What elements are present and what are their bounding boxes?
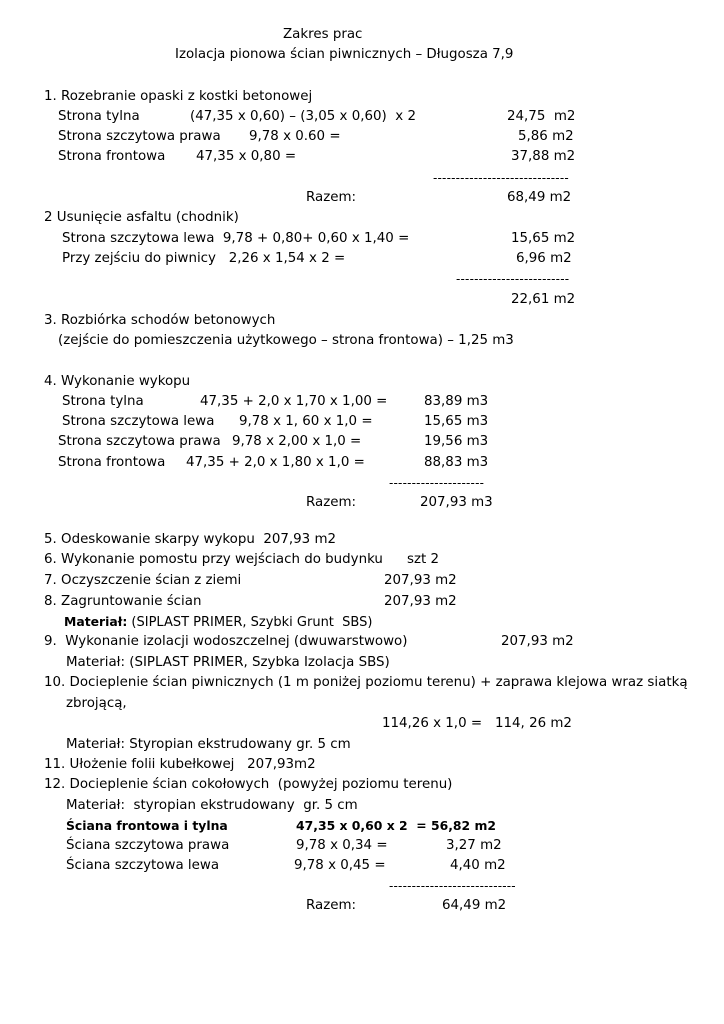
section-9: 9. Wykonanie izolacji wodoszczelnej (dwuwarstwowo) bbox=[44, 634, 408, 649]
s1-total-label: Razem: bbox=[306, 190, 357, 205]
s2-row2: Przy zejściu do piwnicy 2,26 x 1,54 x 2 = bbox=[62, 251, 346, 266]
s4-row4-label: Strona frontowa bbox=[58, 455, 166, 470]
s4-row4-value: 88,83 m3 bbox=[424, 455, 489, 470]
section-12-material: Materiał: styropian ekstrudowany gr. 5 cm bbox=[66, 798, 358, 813]
s12-row2-label: Ściana szczytowa prawa bbox=[66, 838, 230, 853]
section-7: 7. Oczyszczenie ścian z ziemi bbox=[44, 573, 242, 588]
s12-row2-value: 3,27 m2 bbox=[446, 838, 502, 853]
s12-total-value: 64,49 m2 bbox=[442, 898, 507, 913]
s3-detail: (zejście do pomieszczenia użytkowego – strona frontowa) – 1,25 m3 bbox=[58, 333, 514, 348]
section-8-material bbox=[64, 614, 372, 631]
section-9-value: 207,93 m2 bbox=[501, 634, 574, 649]
s4-total-value: 207,93 m3 bbox=[420, 495, 493, 510]
s1-row2-value: 5,86 m2 bbox=[518, 129, 574, 144]
s1-row3-label: Strona frontowa bbox=[58, 149, 166, 164]
section-6: 6. Wykonanie pomostu przy wejściach do budynku bbox=[44, 552, 383, 567]
s4-row4-calc: 47,35 + 2,0 x 1,80 x 1,0 = bbox=[186, 455, 365, 470]
section-9-material: Materiał: (SIPLAST PRIMER, Szybka Izolacja SBS) bbox=[66, 655, 390, 670]
s12-row1-calc: 47,35 x 0,60 x 2 = 56,82 m2 bbox=[296, 818, 496, 833]
section-7-value: 207,93 m2 bbox=[384, 573, 457, 588]
s1-row1-value: 24,75 m2 bbox=[507, 109, 576, 124]
section-6-value: szt 2 bbox=[407, 552, 440, 567]
section-3-heading: 3. Rozbiórka schodów betonowych bbox=[44, 313, 276, 328]
section-8: 8. Zagruntowanie ścian bbox=[44, 594, 202, 609]
s1-row1-label: Strona tylna bbox=[58, 109, 140, 124]
section-12-heading: 12. Docieplenie ścian cokołowych (powyżej poziomu terenu) bbox=[44, 777, 453, 792]
section-8-value: 207,93 m2 bbox=[384, 594, 457, 609]
s4-row1-label: Strona tylna bbox=[62, 394, 144, 409]
s4-divider: --------------------- bbox=[389, 476, 485, 490]
section-10-line2: zbrojącą, bbox=[66, 696, 127, 711]
section-10-line1: 10. Docieplenie ścian piwnicznych (1 m poniżej poziomu terenu) + zaprawa klejowa wraz siatką bbox=[44, 675, 688, 690]
s12-row3-calc: 9,78 x 0,45 = bbox=[294, 858, 386, 873]
s1-row3-value: 37,88 m2 bbox=[511, 149, 576, 164]
section-5: 5. Odeskowanie skarpy wykopu 207,93 m2 bbox=[44, 532, 337, 547]
s2-total-value: 22,61 m2 bbox=[511, 292, 576, 307]
s2-divider: ------------------------- bbox=[456, 272, 570, 286]
section-8-material-text: (SIPLAST PRIMER, Szybki Grunt SBS) bbox=[127, 615, 373, 630]
s4-row3-calc: 9,78 x 2,00 x 1,0 = bbox=[232, 434, 362, 449]
s1-row2-calc: 9,78 x 0.60 = bbox=[249, 129, 341, 144]
section-11: 11. Ułożenie folii kubełkowej 207,93m2 bbox=[44, 757, 316, 772]
s12-row3-label: Ściana szczytowa lewa bbox=[66, 858, 220, 873]
s1-row1-calc: (47,35 x 0,60) – (3,05 x 0,60) x 2 bbox=[190, 109, 416, 124]
s2-row1-value: 15,65 m2 bbox=[511, 231, 576, 246]
s2-row1: Strona szczytowa lewa 9,78 + 0,80+ 0,60 x 1,40 = bbox=[62, 231, 410, 246]
s4-row3-label: Strona szczytowa prawa bbox=[58, 434, 221, 449]
section-1-heading: 1. Rozebranie opaski z kostki betonowej bbox=[44, 89, 313, 104]
s12-row3-value: 4,40 m2 bbox=[450, 858, 506, 873]
s4-row3-value: 19,56 m3 bbox=[424, 434, 489, 449]
s4-row1-value: 83,89 m3 bbox=[424, 394, 489, 409]
s4-row2-label: Strona szczytowa lewa bbox=[62, 414, 215, 429]
s12-total-label: Razem: bbox=[306, 898, 357, 913]
section-8-material-label: Materiał: bbox=[64, 614, 128, 629]
s12-row2-calc: 9,78 x 0,34 = bbox=[296, 838, 388, 853]
document-title: Zakres prac bbox=[283, 27, 363, 42]
document-subtitle: Izolacja pionowa ścian piwnicznych – Długosza 7,9 bbox=[175, 47, 514, 62]
section-2-heading: 2 Usunięcie asfaltu (chodnik) bbox=[44, 210, 239, 225]
s1-total-value: 68,49 m2 bbox=[507, 190, 572, 205]
section-10-material: Materiał: Styropian ekstrudowany gr. 5 cm bbox=[66, 737, 351, 752]
s1-row2-label: Strona szczytowa prawa bbox=[58, 129, 221, 144]
s4-row2-calc: 9,78 x 1, 60 x 1,0 = bbox=[239, 414, 373, 429]
section-10-value: 114, 26 m2 bbox=[495, 716, 572, 731]
s1-divider: ------------------------------ bbox=[433, 171, 569, 185]
s4-total-label: Razem: bbox=[306, 495, 357, 510]
s1-row3-calc: 47,35 x 0,80 = bbox=[196, 149, 297, 164]
s12-row1-label: Ściana frontowa i tylna bbox=[66, 818, 228, 833]
s4-row2-value: 15,65 m3 bbox=[424, 414, 489, 429]
section-10-calc: 114,26 x 1,0 = bbox=[382, 716, 483, 731]
s2-row2-value: 6,96 m2 bbox=[516, 251, 572, 266]
section-4-heading: 4. Wykonanie wykopu bbox=[44, 374, 191, 389]
s12-divider: ---------------------------- bbox=[389, 879, 516, 893]
s4-row1-calc: 47,35 + 2,0 x 1,70 x 1,00 = bbox=[200, 394, 388, 409]
